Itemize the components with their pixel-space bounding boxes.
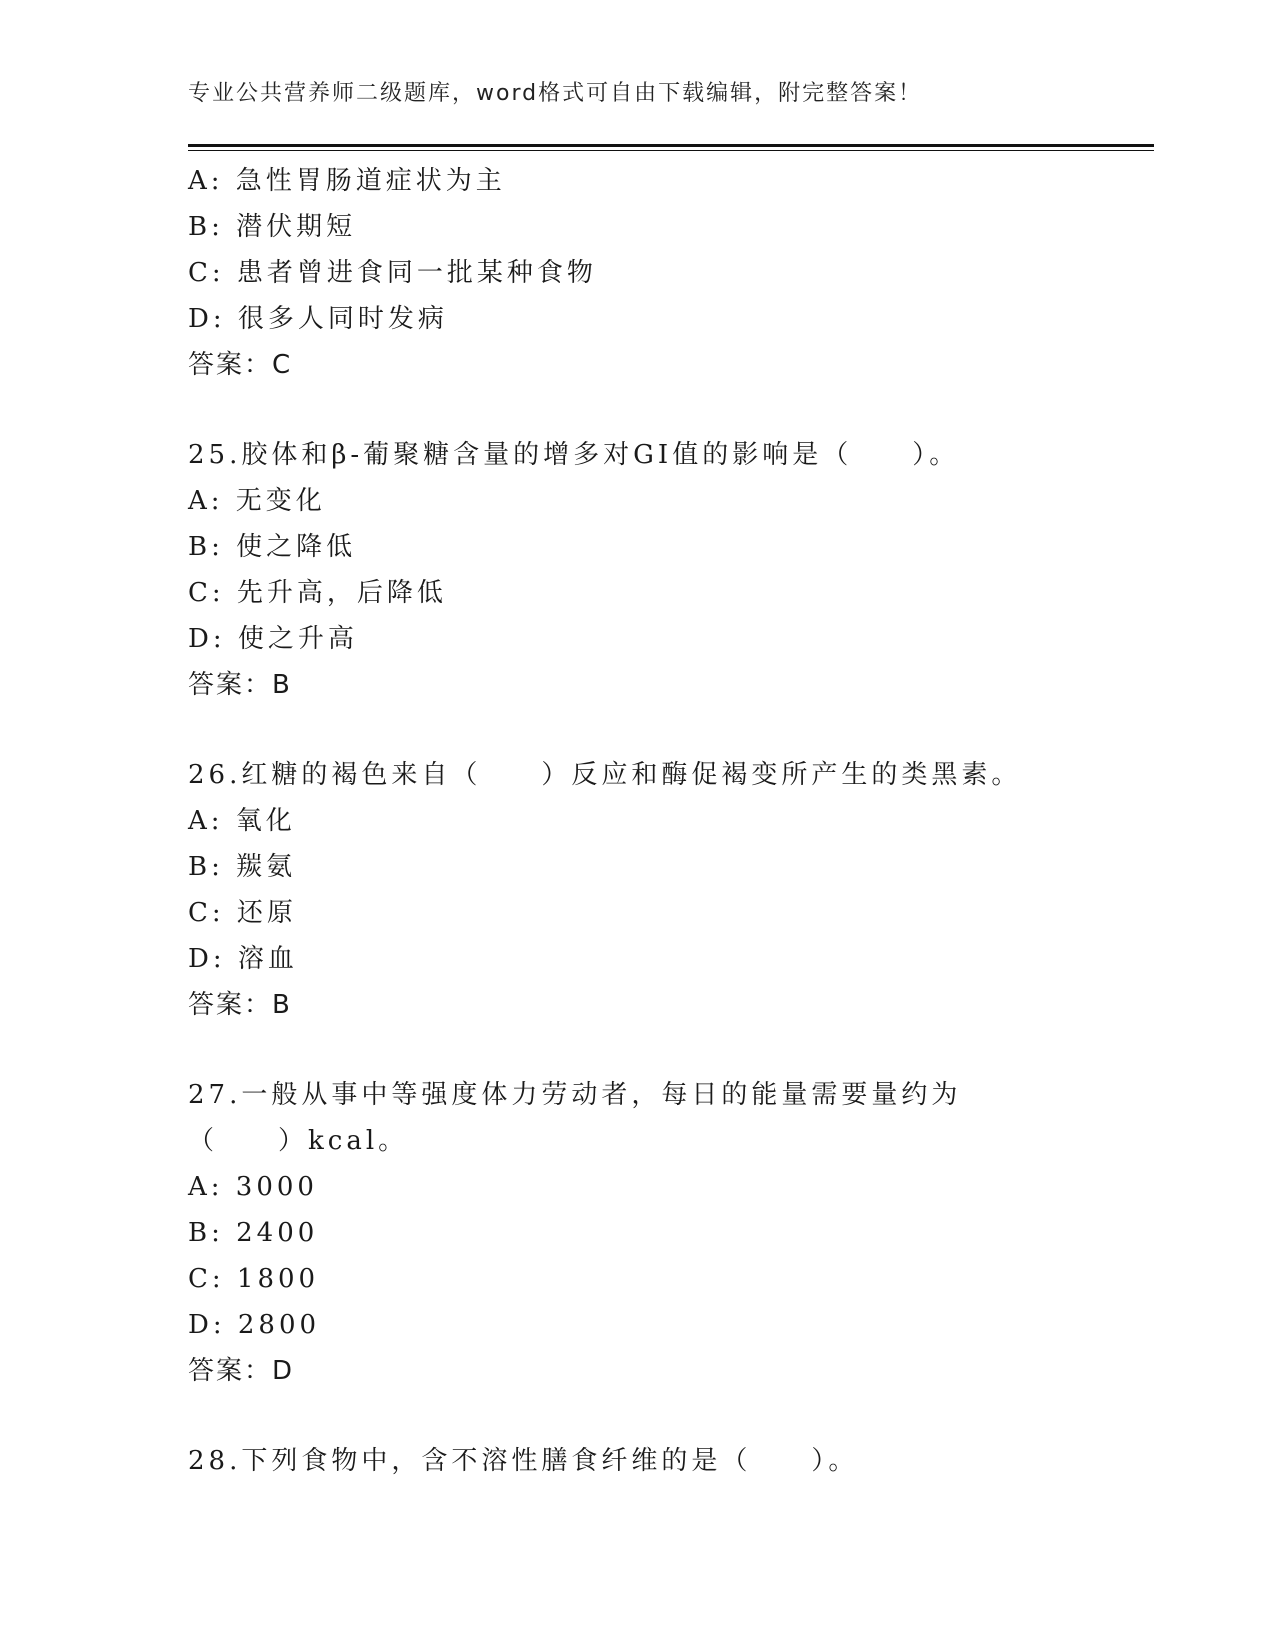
option-d: D: 溶血 xyxy=(188,944,298,974)
page-header: 专业公共营养师二级题库，word格式可自由下载编辑，附完整答案！ xyxy=(188,81,923,106)
question-block-28 xyxy=(188,1438,1138,1484)
question-block-25 xyxy=(188,432,1138,708)
spacer xyxy=(188,1394,1138,1438)
option-b: B: 2400 xyxy=(188,1218,319,1248)
spacer xyxy=(188,1028,1138,1072)
option-d: D: 2800 xyxy=(188,1310,321,1340)
option-d: D: 很多人同时发病 xyxy=(188,304,448,334)
option-b: B: 潜伏期短 xyxy=(188,212,357,242)
question-block-27 xyxy=(188,1072,1138,1394)
option-c: C: 还原 xyxy=(188,898,297,928)
question-block-24 xyxy=(188,158,1138,388)
question-content xyxy=(188,158,1138,1484)
option-b: B: 羰氨 xyxy=(188,852,297,882)
option-b: B: 使之降低 xyxy=(188,532,357,562)
answer: 答案：B xyxy=(188,990,292,1020)
option-a: A: 氧化 xyxy=(188,806,296,836)
spacer xyxy=(188,708,1138,752)
question-text: 25.胶体和β-葡聚糖含量的增多对GI值的影响是（ ）。 xyxy=(188,440,960,470)
question-text: 28.下列食物中，含不溶性膳食纤维的是（ ）。 xyxy=(188,1446,859,1476)
header-rule-thin xyxy=(188,150,1154,151)
answer: 答案：C xyxy=(188,350,293,380)
option-a: A: 3000 xyxy=(188,1172,318,1202)
option-c: C: 患者曾进食同一批某种食物 xyxy=(188,258,597,288)
answer: 答案：B xyxy=(188,670,292,700)
spacer xyxy=(188,388,1138,432)
option-c: C: 先升高，后降低 xyxy=(188,578,447,608)
option-a: A: 急性胃肠道症状为主 xyxy=(188,166,506,196)
header-rule-thick xyxy=(188,144,1154,147)
answer: 答案：D xyxy=(188,1356,295,1386)
option-c: C: 1800 xyxy=(188,1264,320,1294)
question-block-26 xyxy=(188,752,1138,1028)
question-text: 26.红糖的褐色来自（ ）反应和酶促褐变所产生的类黑素。 xyxy=(188,760,1022,790)
option-d: D: 使之升高 xyxy=(188,624,358,654)
question-text: 27.一般从事中等强度体力劳动者，每日的能量需要量约为（ ）kcal。 xyxy=(188,1080,962,1156)
option-a: A: 无变化 xyxy=(188,486,326,516)
